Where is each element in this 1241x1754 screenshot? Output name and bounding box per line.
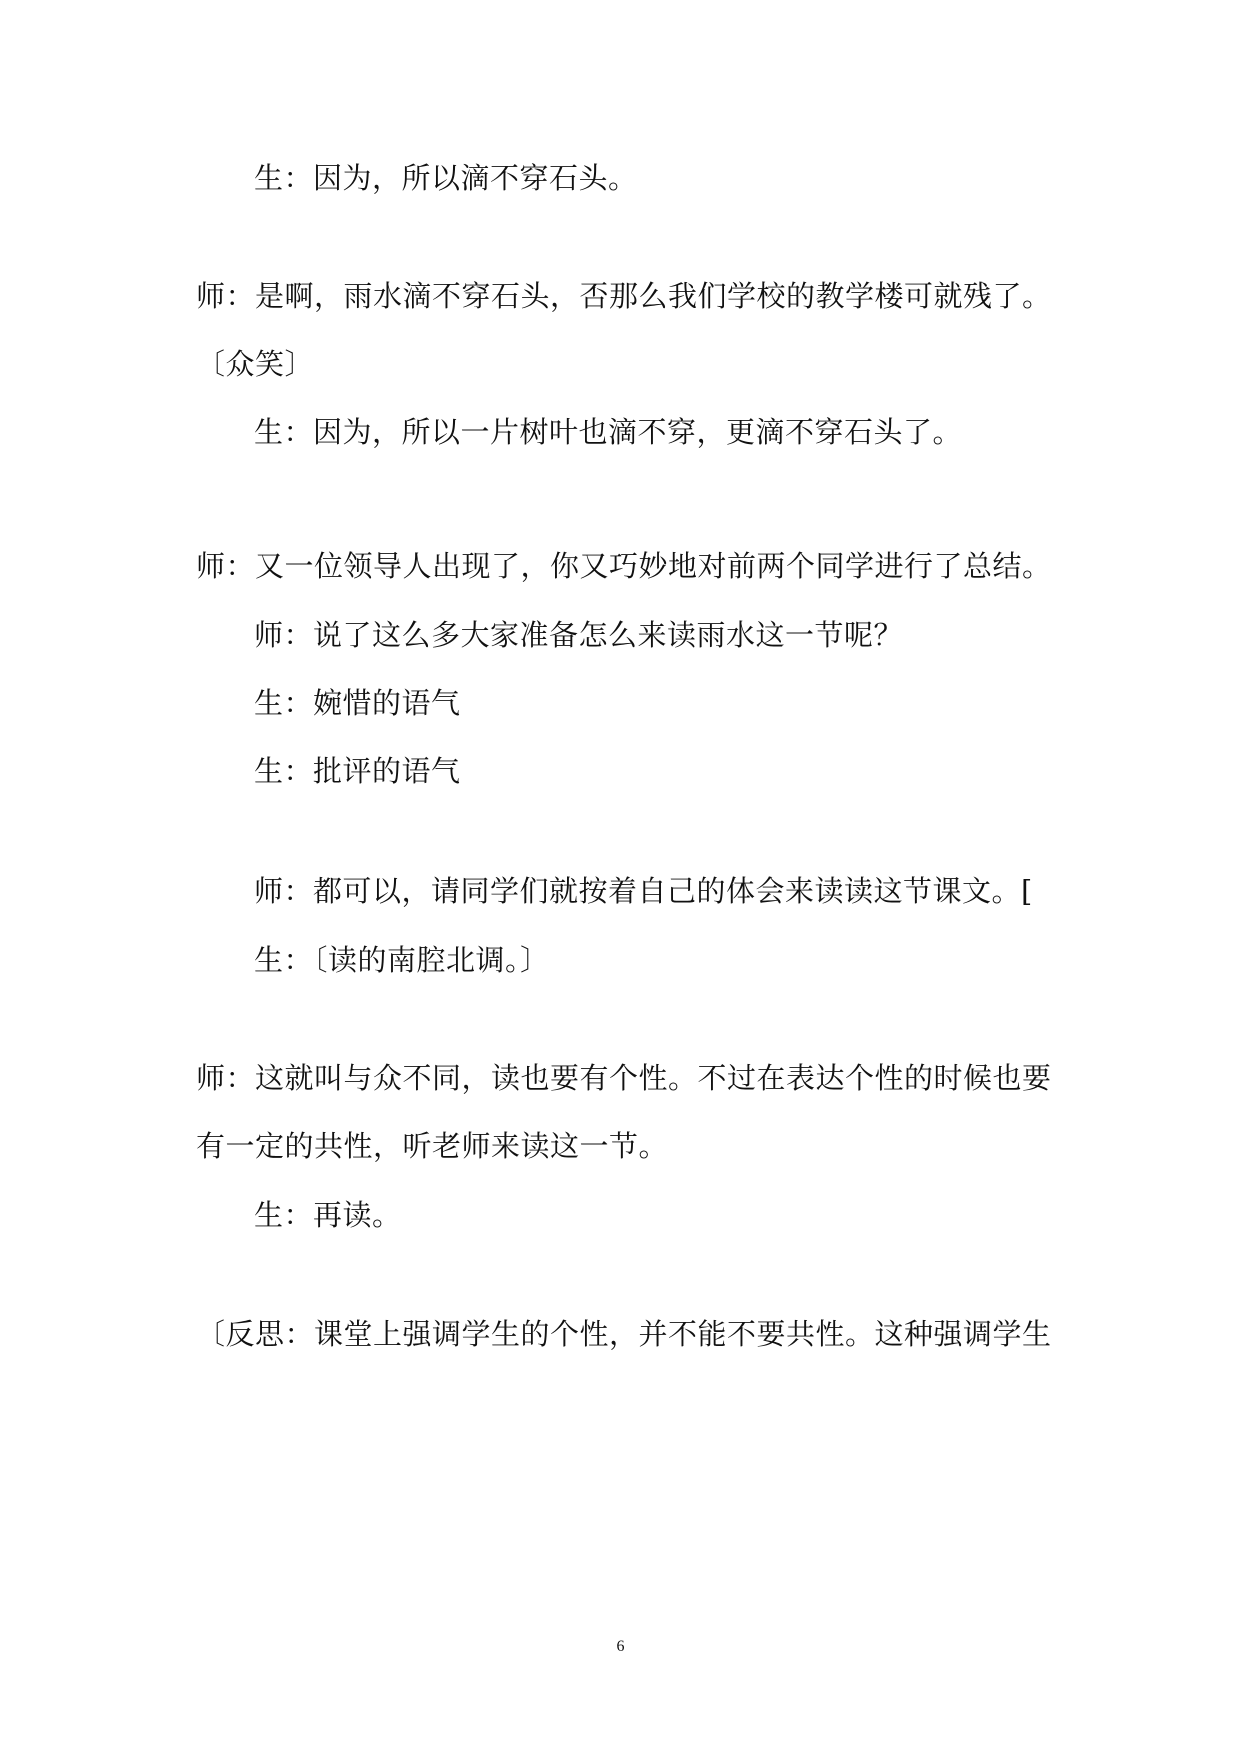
text-line-student-reread: 生：再读。 bbox=[254, 1198, 402, 1232]
text-line-student-reading: 生：〔读的南腔北调。〕 bbox=[254, 943, 550, 977]
text-line-teacher-question: 师：说了这么多大家准备怎么来读雨水这一节呢？ bbox=[254, 618, 904, 652]
text-line-laughter-note: 〔众笑〕 bbox=[196, 347, 315, 381]
text-line-reflection: 〔反思：课堂上强调学生的个性，并不能不要共性。这种强调学生 bbox=[196, 1317, 1052, 1351]
text-line-teacher-comment-1: 师：这就叫与众不同，读也要有个性。不过在表达个性的时候也要 bbox=[196, 1061, 1052, 1095]
text-line-teacher-instruction: 师：都可以，请同学们就按着自己的体会来读读这节课文。[ bbox=[254, 874, 1033, 908]
text-line-student-answer-1: 生：因为，所以滴不穿石头。 bbox=[254, 161, 638, 195]
text-line-student-answer-3: 生：婉惜的语气 bbox=[254, 686, 461, 720]
page-number: 6 bbox=[616, 1638, 625, 1655]
text-line-teacher-comment-2: 有一定的共性，听老师来读这一节。 bbox=[196, 1129, 669, 1163]
text-line-student-answer-2: 生：因为，所以一片树叶也滴不穿，更滴不穿石头了。 bbox=[254, 415, 963, 449]
text-line-teacher-reply-1: 师：是啊，雨水滴不穿石头，否那么我们学校的教学楼可就残了。 bbox=[196, 279, 1052, 313]
text-line-student-answer-4: 生：批评的语气 bbox=[254, 754, 461, 788]
text-line-teacher-reply-2: 师：又一位领导人出现了，你又巧妙地对前两个同学进行了总结。 bbox=[196, 549, 1052, 583]
